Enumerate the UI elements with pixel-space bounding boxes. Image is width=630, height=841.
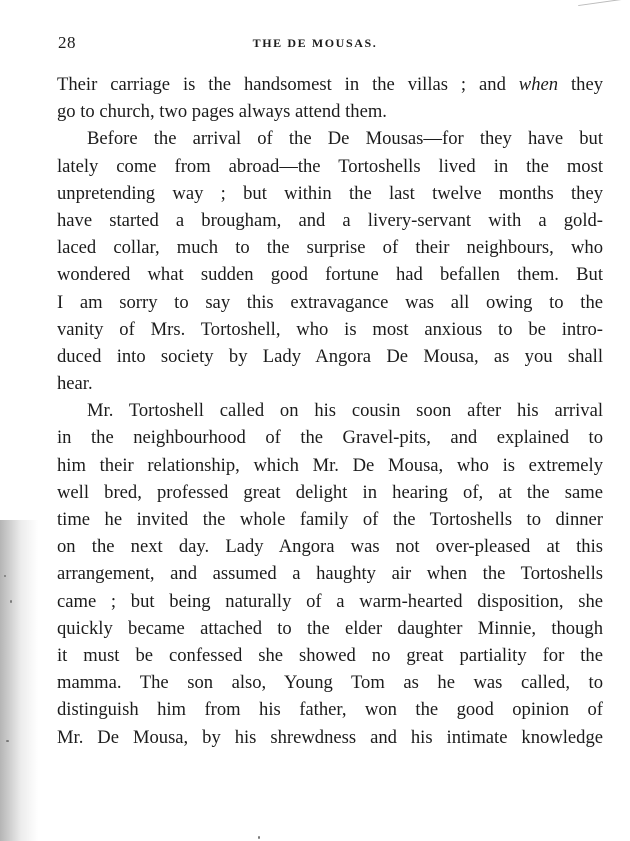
text-line-segment: go to church, two pages always attend them.: [57, 101, 387, 123]
text-line: [57, 669, 603, 696]
italic-word: when: [518, 74, 559, 95]
text-line: [57, 370, 603, 397]
text-line-segment: Mr. Tortoshell called on his cousin soon after his arrival: [87, 400, 603, 422]
text-line: [57, 234, 603, 261]
text-line-segment: I am sorry to say this extravagance was all owing to the: [57, 291, 603, 313]
text-line-segment: on the next day. Lady Angora was not over-pleased at this: [57, 536, 603, 558]
text-line: [57, 615, 603, 642]
text-line: [57, 724, 603, 751]
text-line-segment: lately come from abroad—the Tortoshells lived in the most: [57, 155, 603, 177]
text-line-segment: him their relationship, which Mr. De Mousa, who is extremely: [57, 454, 603, 476]
text-line: [57, 180, 603, 207]
page-edge-shadow: [0, 520, 38, 841]
text-line-segment: Mr. De Mousa, by his shrewdness and his intimate knowledge: [57, 726, 603, 748]
text-line-segment: quickly became attached to the elder daughter Minnie, though: [57, 617, 603, 639]
text-line: [57, 125, 603, 152]
text-line-segment: laced collar, much to the surprise of their neighbours, who: [57, 237, 603, 259]
text-line: [57, 588, 603, 615]
text-line: [57, 261, 603, 288]
text-line-segment: in the neighbourhood of the Gravel-pits, and explained to: [57, 427, 603, 449]
text-line: [57, 424, 603, 451]
text-line-segment: hear.: [57, 373, 93, 395]
page-number: 28: [58, 33, 76, 52]
speck: [258, 836, 260, 839]
text-line: [57, 452, 603, 479]
text-line: [57, 642, 603, 669]
text-line-segment: arrangement, and assumed a haughty air when the Tortoshells: [57, 563, 603, 585]
text-line-segment: they: [558, 74, 603, 95]
running-title: THE DE MOUSAS.: [252, 36, 378, 50]
text-line: [57, 560, 603, 587]
text-line: [57, 397, 603, 424]
body-text: [57, 71, 603, 751]
text-line: [57, 153, 603, 180]
text-line-segment: Their carriage is the handsomest in the villas ; and: [57, 74, 519, 95]
text-line: [57, 316, 603, 343]
corner-mark: [578, 0, 622, 6]
text-line: [57, 289, 603, 316]
text-line-segment: unpretending way ; but within the last twelve months they: [57, 182, 603, 204]
text-line-segment: came ; but being naturally of a warm-hearted disposition, she: [57, 590, 603, 612]
text-line: [57, 98, 603, 125]
text-line-segment: mamma. The son also, Young Tom as he was called, to: [57, 672, 603, 694]
text-line-segment: Before the arrival of the De Mousas—for they have but: [87, 128, 603, 150]
text-line-segment: have started a brougham, and a livery-servant with a gold-: [57, 209, 603, 231]
text-line: [57, 479, 603, 506]
text-line: [57, 533, 603, 560]
text-line-segment: duced into society by Lady Angora De Mousa, as you shall: [57, 345, 603, 367]
text-line-segment: wondered what sudden good fortune had befallen them. But: [57, 264, 603, 286]
text-line: [57, 506, 603, 533]
text-line-segment: well bred, professed great delight in hearing of, at the same: [57, 481, 603, 503]
text-line: [57, 71, 603, 98]
text-line: [57, 207, 603, 234]
text-line-segment: distinguish him from his father, won the good opinion of: [57, 699, 603, 721]
text-line-segment: vanity of Mrs. Tortoshell, who is most anxious to be intro-: [57, 318, 603, 340]
text-line-segment: it must be confessed she showed no great partiality for the: [57, 644, 603, 666]
speck: [4, 575, 6, 577]
speck: [10, 600, 12, 603]
speck: [6, 740, 9, 742]
text-line-segment: time he invited the whole family of the Tortoshells to dinner: [57, 509, 603, 530]
text-line: [57, 343, 603, 370]
text-line: [57, 696, 603, 723]
